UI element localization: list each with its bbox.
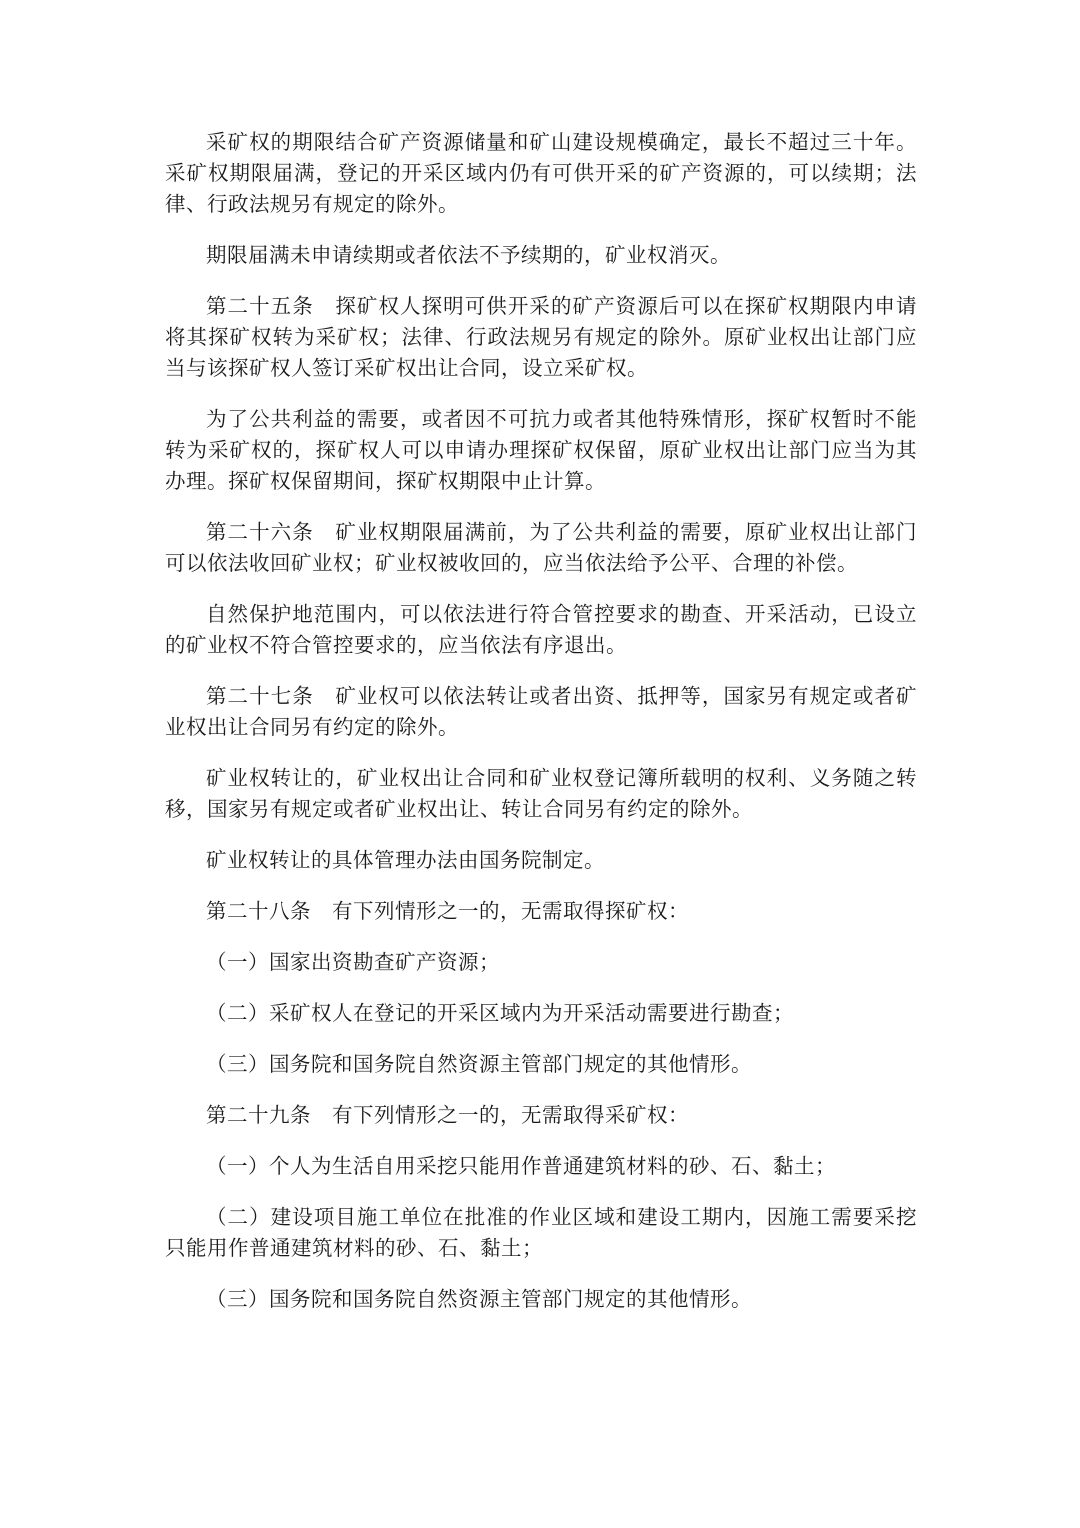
paragraph: 矿业权转让的，矿业权出让合同和矿业权登记簿所载明的权利、义务随之转移，国家另有规定或者矿业权出让、转让合同另有约定的除外。 <box>165 766 917 821</box>
article-27-paragraph: 第二十七条 矿业权可以依法转让或者出资、抵押等，国家另有规定或者矿业权出让合同另有约定的除外。 <box>165 684 917 739</box>
list-item: （一）个人为生活自用采挖只能用作普通建筑材料的砂、石、黏土； <box>206 1154 836 1178</box>
paragraph: 自然保护地范围内，可以依法进行符合管控要求的勘查、开采活动，已设立的矿业权不符合管控要求的，应当依法有序退出。 <box>165 602 917 657</box>
article-28-paragraph: 第二十八条 有下列情形之一的，无需取得探矿权： <box>206 899 689 923</box>
paragraph: 为了公共利益的需要，或者因不可抗力或者其他特殊情形，探矿权暂时不能转为采矿权的，探矿权人可以申请办理探矿权保留，原矿业权出让部门应当为其办理。探矿权保留期间，探矿权期限中止计算。 <box>165 407 917 493</box>
article-26-paragraph: 第二十六条 矿业权期限届满前，为了公共利益的需要，原矿业权出让部门可以依法收回矿业权；矿业权被收回的，应当依法给予公平、合理的补偿。 <box>165 520 917 575</box>
list-item: （一）国家出资勘查矿产资源； <box>206 950 500 974</box>
list-item: （二）建设项目施工单位在批准的作业区域和建设工期内，因施工需要采挖只能用作普通建筑材料的砂、石、黏土； <box>165 1205 917 1260</box>
list-item: （二）采矿权人在登记的开采区域内为开采活动需要进行勘查； <box>206 1001 794 1025</box>
article-25-paragraph: 第二十五条 探矿权人探明可供开采的矿产资源后可以在探矿权期限内申请将其探矿权转为采矿权；法律、行政法规另有规定的除外。原矿业权出让部门应当与该探矿权人签订采矿权出让合同，设立采矿权。 <box>165 294 917 380</box>
paragraph: 采矿权的期限结合矿产资源储量和矿山建设规模确定，最长不超过三十年。采矿权期限届满，登记的开采区域内仍有可供开采的矿产资源的，可以续期；法律、行政法规另有规定的除外。 <box>165 130 917 216</box>
paragraph: 期限届满未申请续期或者依法不予续期的，矿业权消灭。 <box>206 243 731 267</box>
list-item: （三）国务院和国务院自然资源主管部门规定的其他情形。 <box>206 1287 752 1311</box>
document-page <box>165 127 917 1335</box>
article-29-paragraph: 第二十九条 有下列情形之一的，无需取得采矿权： <box>206 1103 689 1127</box>
paragraph: 矿业权转让的具体管理办法由国务院制定。 <box>206 848 605 872</box>
list-item: （三）国务院和国务院自然资源主管部门规定的其他情形。 <box>206 1052 752 1076</box>
